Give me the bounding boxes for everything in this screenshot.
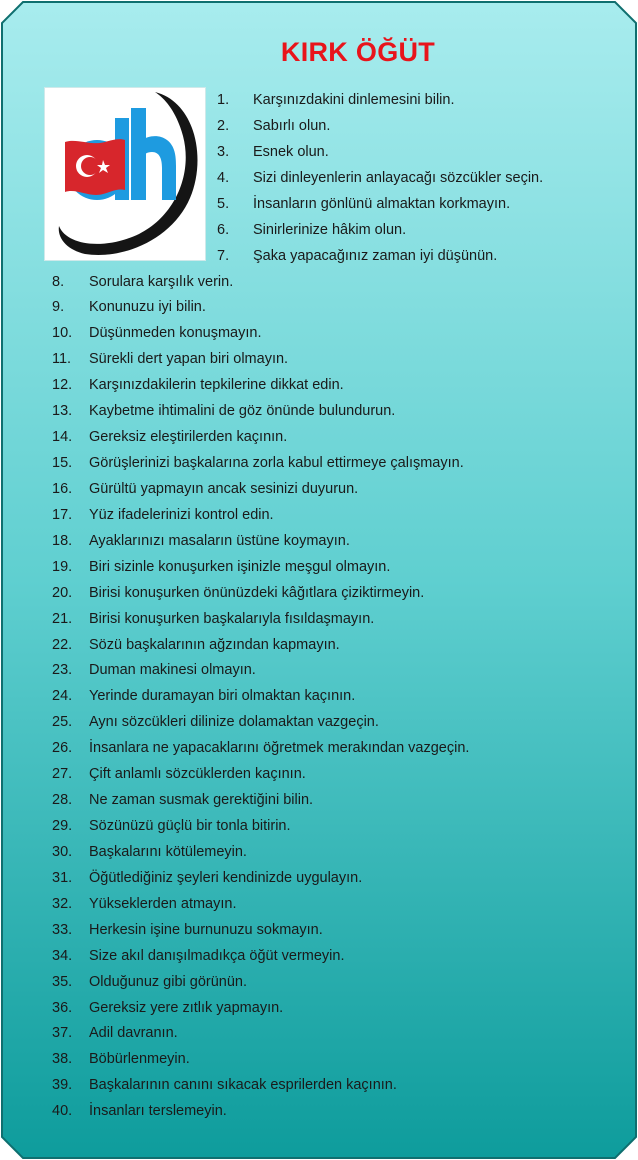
- list-item-text: Yerinde duramayan biri olmaktan kaçının.: [89, 688, 356, 704]
- list-item-number: 40.: [52, 1103, 73, 1119]
- list-item-text: Gereksiz yere zıtlık yapmayın.: [89, 1000, 284, 1016]
- list-item-text: Düşünmeden konuşmayın.: [89, 325, 262, 341]
- list-item-text: Karşınızdakini dinlemesini bilin.: [253, 92, 455, 108]
- list-item-text: Başkalarını kötülemeyin.: [89, 844, 247, 860]
- list-item-number: 22.: [52, 637, 73, 653]
- list-item-number: 23.: [52, 662, 73, 678]
- list-item-text: Birisi konuşurken önünüzdeki kâğıtlara çiziktirmeyin.: [89, 585, 425, 601]
- list-item-text: Ne zaman susmak gerektiğini bilin.: [89, 792, 314, 808]
- list-item-text: Karşınızdakilerin tepkilerine dikkat edin.: [89, 377, 344, 393]
- list-item-text: Size akıl danışılmadıkça öğüt vermeyin.: [89, 948, 345, 964]
- list-item-number: 4.: [217, 170, 230, 186]
- list-item-number: 29.: [52, 818, 73, 834]
- list-item-text: Böbürlenmeyin.: [89, 1051, 190, 1067]
- list-item-number: 1.: [217, 92, 230, 108]
- list-item-text: Esnek olun.: [253, 144, 329, 160]
- list-item-number: 39.: [52, 1077, 73, 1093]
- list-item-number: 24.: [52, 688, 73, 704]
- advice-panel: [1, 1, 637, 1159]
- list-item-number: 38.: [52, 1051, 73, 1067]
- list-item-text: Çift anlamlı sözcüklerden kaçının.: [89, 766, 306, 782]
- list-item-number: 35.: [52, 974, 73, 990]
- list-item-number: 2.: [217, 118, 230, 134]
- list-item-text: Birisi konuşurken başkalarıyla fısıldaşmayın.: [89, 611, 375, 627]
- list-item-text: Duman makinesi olmayın.: [89, 662, 256, 678]
- list-item-number: 27.: [52, 766, 73, 782]
- list-item-text: Şaka yapacağınız zaman iyi düşünün.: [253, 248, 498, 264]
- list-item-number: 13.: [52, 403, 73, 419]
- list-item-text: Sürekli dert yapan biri olmayın.: [89, 351, 289, 367]
- list-item-text: İnsanların gönlünü almaktan korkmayın.: [253, 196, 511, 212]
- list-item-number: 9.: [52, 299, 65, 315]
- list-item-text: Öğütlediğiniz şeyleri kendinizde uygulayın.: [89, 870, 363, 886]
- list-item-number: 25.: [52, 714, 73, 730]
- list-item-number: 8.: [52, 274, 65, 290]
- list-item-number: 36.: [52, 1000, 73, 1016]
- list-item-text: Konunuzu iyi bilin.: [89, 299, 206, 315]
- list-item-number: 17.: [52, 507, 73, 523]
- list-item-text: Yüz ifadelerinizi kontrol edin.: [89, 507, 274, 523]
- list-item-number: 32.: [52, 896, 73, 912]
- list-item-text: Başkalarının canını sıkacak esprilerden kaçının.: [89, 1077, 397, 1093]
- list-item-number: 11.: [52, 351, 72, 367]
- list-item-number: 7.: [217, 248, 230, 264]
- list-item-text: Görüşlerinizi başkalarına zorla kabul ettirmeye çalışmayın.: [89, 455, 464, 471]
- list-item-number: 34.: [52, 948, 73, 964]
- page-title: KIRK ÖĞÜT: [280, 37, 436, 67]
- list-item-number: 30.: [52, 844, 73, 860]
- list-item-number: 31.: [52, 870, 73, 886]
- list-item-text: Sorulara karşılık verin.: [89, 274, 234, 290]
- list-item-number: 18.: [52, 533, 73, 549]
- list-item-text: Kaybetme ihtimalini de göz önünde bulundurun.: [89, 403, 396, 419]
- list-item-text: Sabırlı olun.: [253, 118, 331, 134]
- list-item-text: Olduğunuz gibi görünün.: [89, 974, 248, 990]
- list-item-text: Aynı sözcükleri dilinize dolamaktan vazgeçin.: [89, 714, 379, 730]
- list-item-number: 15.: [52, 455, 73, 471]
- list-item-number: 20.: [52, 585, 73, 601]
- list-item-text: Adil davranın.: [89, 1025, 178, 1041]
- list-item-text: Biri sizinle konuşurken işinizle meşgul olmayın.: [89, 559, 391, 575]
- list-item-text: Gereksiz eleştirilerden kaçının.: [89, 429, 288, 445]
- list-item-text: Sözünüzü güçlü bir tonla bitirin.: [89, 818, 291, 834]
- list-item-number: 28.: [52, 792, 73, 808]
- list-item-text: İnsanlara ne yapacaklarını öğretmek merakından vazgeçin.: [89, 740, 470, 756]
- list-item-number: 12.: [52, 377, 73, 393]
- list-item-number: 5.: [217, 196, 230, 212]
- dh-logo-icon: [45, 88, 205, 260]
- list-item-text: Sinirlerinize hâkim olun.: [253, 222, 407, 238]
- list-item-number: 21.: [52, 611, 73, 627]
- list-item-text: Gürültü yapmayın ancak sesinizi duyurun.: [89, 481, 359, 497]
- list-item-number: 19.: [52, 559, 73, 575]
- list-item-number: 10.: [52, 325, 73, 341]
- list-item-text: Sözü başkalarının ağzından kapmayın.: [89, 637, 340, 653]
- list-item-number: 6.: [217, 222, 230, 238]
- list-item-number: 14.: [52, 429, 73, 445]
- list-item-text: Herkesin işine burnunuzu sokmayın.: [89, 922, 323, 938]
- list-item-text: Ayaklarınızı masaların üstüne koymayın.: [89, 533, 350, 549]
- dh-logo: [44, 87, 206, 261]
- list-item-number: 26.: [52, 740, 73, 756]
- list-item-text: Sizi dinleyenlerin anlayacağı sözcükler seçin.: [253, 170, 544, 186]
- list-item-number: 3.: [217, 144, 230, 160]
- list-item-number: 33.: [52, 922, 73, 938]
- list-item-text: İnsanları terslemeyin.: [89, 1103, 227, 1119]
- list-item-text: Yükseklerden atmayın.: [89, 896, 237, 912]
- list-item-number: 16.: [52, 481, 73, 497]
- list-item-number: 37.: [52, 1025, 73, 1041]
